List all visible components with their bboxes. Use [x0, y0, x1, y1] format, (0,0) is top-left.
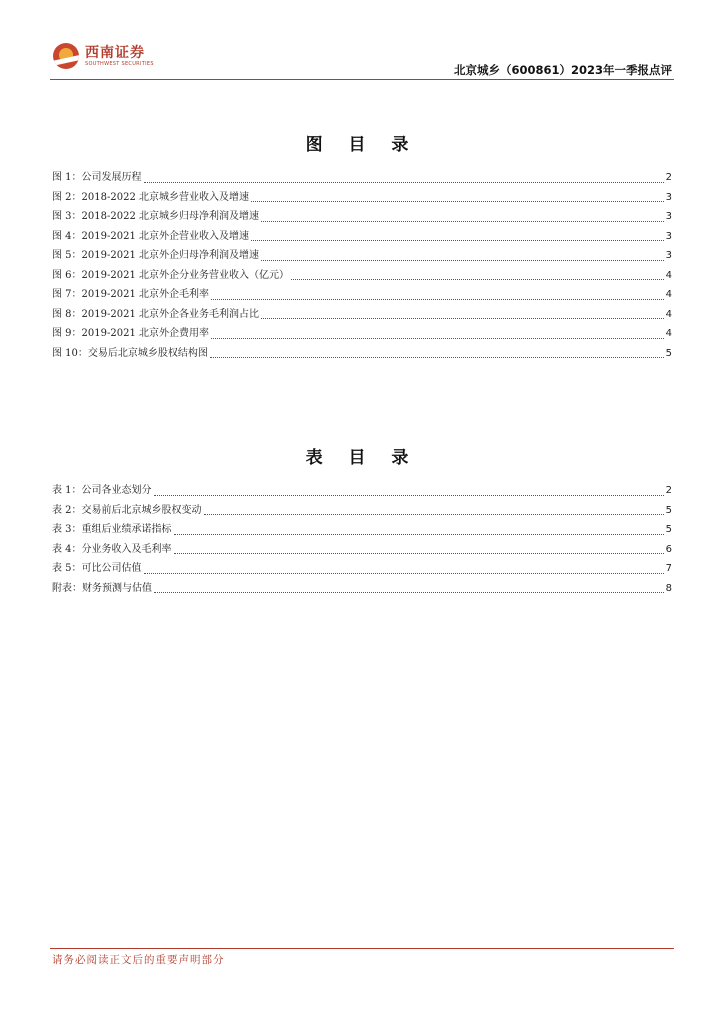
toc-entry-label: 附表：财务预测与估值	[52, 582, 152, 594]
toc-entry[interactable]	[52, 188, 672, 208]
toc-entry-label: 图 7：2019-2021 北京外企毛利率	[52, 289, 209, 300]
toc-leader-dots	[291, 279, 664, 280]
toc-entry-page: 4	[665, 328, 672, 339]
toc-entry-page: 3	[665, 250, 672, 261]
toc-leader-dots	[261, 221, 664, 222]
toc-entry-label: 表 4：分业务收入及毛利率	[52, 543, 172, 555]
logo-chinese-name: 西南证券	[85, 45, 145, 61]
toc-entry-page: 4	[665, 308, 672, 320]
toc-leader-dots	[144, 573, 664, 574]
toc-entry-page: 4	[665, 269, 672, 281]
toc-leader-dots	[204, 514, 664, 515]
toc-entry[interactable]	[52, 227, 672, 247]
toc-leader-dots	[154, 495, 664, 496]
toc-entry-label: 图 10：交易后北京城乡股权结构图	[52, 347, 208, 359]
toc-entry-label: 图 1：公司发展历程	[52, 172, 142, 183]
toc-leader-dots	[261, 260, 664, 261]
toc-entry-page: 5	[665, 347, 672, 359]
toc-entry-page: 5	[665, 504, 672, 516]
toc-entry-label: 图 6：2019-2021 北京外企分业务营业收入（亿元）	[52, 269, 289, 281]
figures-toc	[52, 168, 672, 363]
logo-emblem-icon	[53, 43, 79, 69]
toc-entry-label: 表 5：可比公司估值	[52, 563, 142, 574]
toc-leader-dots	[154, 592, 664, 593]
toc-entry-label: 图 3：2018-2022 北京城乡归母净利润及增速	[52, 211, 259, 222]
tables-toc	[52, 481, 672, 598]
toc-leader-dots	[211, 338, 664, 339]
figures-toc-title: 图 目 录	[305, 135, 419, 155]
toc-entry[interactable]	[52, 168, 672, 188]
toc-entry-page: 3	[665, 211, 672, 222]
toc-entry[interactable]	[52, 324, 672, 344]
header-divider	[50, 79, 674, 80]
toc-entry-label: 图 5：2019-2021 北京外企归母净利润及增速	[52, 250, 259, 261]
toc-leader-dots	[251, 201, 664, 202]
report-title: 北京城乡（600861）2023年一季报点评	[453, 63, 672, 77]
tables-toc-title: 表 目 录	[305, 448, 419, 468]
toc-entry-page: 7	[665, 563, 672, 574]
toc-entry-label: 表 3：重组后业绩承诺指标	[52, 524, 172, 535]
toc-entry-page: 3	[665, 230, 672, 242]
toc-leader-dots	[174, 553, 664, 554]
toc-leader-dots	[261, 318, 664, 319]
toc-entry-page: 2	[665, 172, 672, 183]
toc-entry-page: 4	[665, 289, 672, 300]
toc-entry[interactable]	[52, 246, 672, 266]
toc-entry[interactable]	[52, 305, 672, 325]
footer-disclaimer: 请务必阅读正文后的重要声明部分	[52, 954, 225, 966]
toc-leader-dots	[211, 299, 664, 300]
toc-entry[interactable]	[52, 285, 672, 305]
company-logo	[53, 42, 163, 74]
toc-entry[interactable]	[52, 344, 672, 364]
toc-entry-page: 3	[665, 191, 672, 203]
footer-divider	[50, 948, 674, 949]
toc-entry-page: 5	[665, 524, 672, 535]
toc-entry-label: 表 1：公司各业态划分	[52, 485, 152, 496]
toc-entry[interactable]	[52, 481, 672, 501]
toc-entry-label: 图 9：2019-2021 北京外企费用率	[52, 328, 209, 339]
page-header	[0, 0, 724, 82]
toc-entry[interactable]	[52, 207, 672, 227]
toc-entry-label: 表 2：交易前后北京城乡股权变动	[52, 504, 202, 516]
toc-entry-label: 图 8：2019-2021 北京外企各业务毛利润占比	[52, 308, 259, 320]
toc-entry-label: 图 2：2018-2022 北京城乡营业收入及增速	[52, 191, 249, 203]
logo-english-name: SOUTHWEST SECURITIES	[85, 61, 154, 67]
toc-entry[interactable]	[52, 266, 672, 286]
toc-entry-page: 6	[665, 543, 672, 555]
toc-entry[interactable]	[52, 559, 672, 579]
toc-entry[interactable]	[52, 540, 672, 560]
toc-entry-page: 2	[665, 485, 672, 496]
toc-leader-dots	[174, 534, 664, 535]
toc-entry[interactable]	[52, 501, 672, 521]
toc-entry-label: 图 4：2019-2021 北京外企营业收入及增速	[52, 230, 249, 242]
toc-leader-dots	[251, 240, 664, 241]
toc-entry[interactable]	[52, 520, 672, 540]
toc-entry[interactable]	[52, 579, 672, 599]
toc-leader-dots	[210, 357, 664, 358]
toc-entry-page: 8	[665, 582, 672, 594]
toc-leader-dots	[144, 182, 664, 183]
